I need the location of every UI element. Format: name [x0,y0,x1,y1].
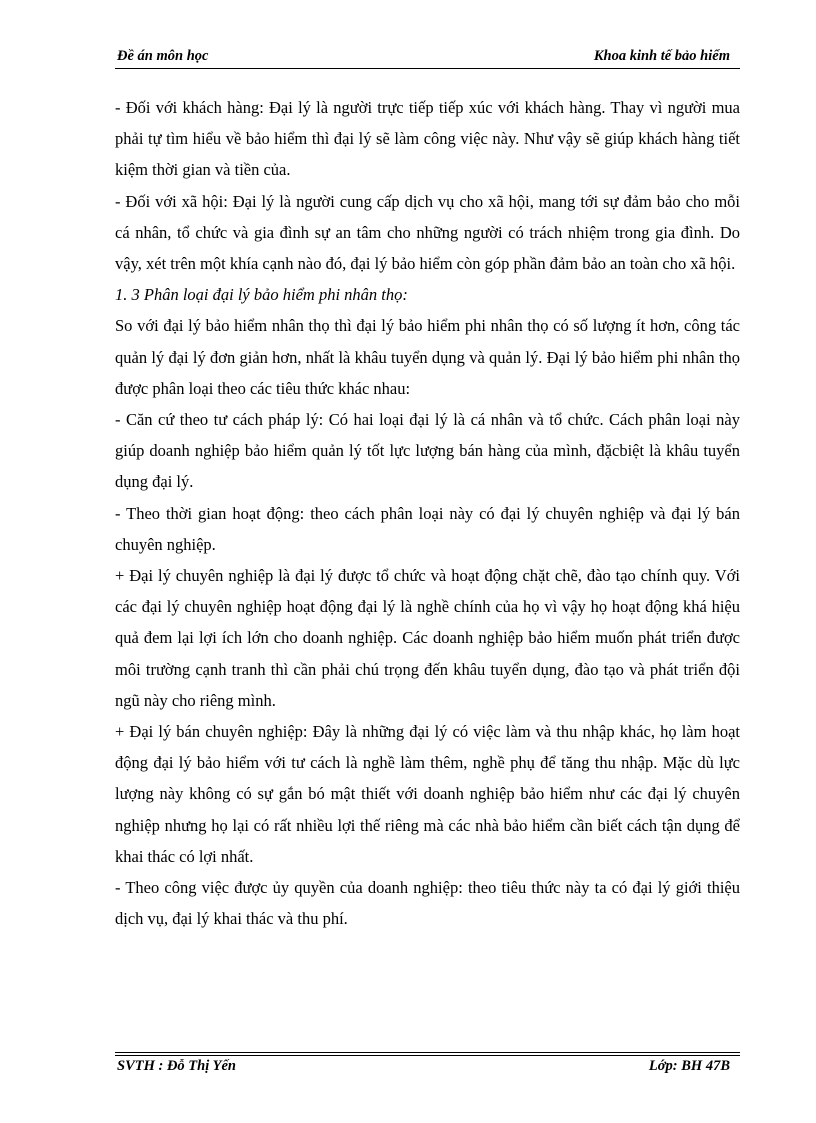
paragraph-customers: - Đối với khách hàng: Đại lý là người trực tiếp tiếp xúc với khách hàng. Thay vì người mua phải tự tìm hiểu về bảo hiểm thì đại lý sẽ làm công việc này. Như vậy sẽ giúp khách hàng tiết kiệm thời gian và tiền của. [115,98,740,180]
page-header [115,48,740,68]
paragraph-professional-agents: + Đại lý chuyên nghiệp là đại lý được tổ chức và hoạt động chặt chẽ, đào tạo chính quy. Với các đại lý chuyên nghiệp hoạt động đại lý là nghề chính của họ vì vậy họ hoạt động khá hiệu quả đem lại lợi ích lớn cho doanh nghiệp. Các doanh nghiệp bảo hiểm muốn phát triển được môi trường cạnh tranh thì cần phải chú trọng đến khâu tuyển dụng, đào tạo và phát triển đội ngũ này cho riêng mình. [115,566,740,710]
footer-class: Lớp: BH 47B [648,1058,730,1074]
page-footer [115,1058,740,1078]
paragraph-operating-time: - Theo thời gian hoạt động: theo cách phân loại này có đại lý chuyên nghiệp và đại lý bán chuyên nghiệp. [115,503,740,554]
header-faculty: Khoa kinh tế bảo hiểm [593,48,730,64]
section-heading: 1. 3 Phân loại đại lý bảo hiểm phi nhân thọ: [115,285,408,305]
footer-rule-thin [115,1052,740,1053]
header-rule [115,68,740,69]
paragraph-legal-status: - Căn cứ theo tư cách pháp lý: Có hai loại đại lý là cá nhân và tổ chức. Cách phân loại này giúp doanh nghiệp bảo hiểm quản lý tốt lực lượng bán hàng của mình, đặcbiệt là khâu tuyển dụng đại lý. [115,410,740,492]
document-body [115,92,740,934]
footer-student: SVTH : Đỗ Thị Yến [117,1058,236,1074]
header-course: Đề án môn học [117,48,209,64]
paragraph-intro: So với đại lý bảo hiểm nhân thọ thì đại lý bảo hiểm phi nhân thọ có số lượng ít hơn, công tác quản lý đại lý đơn giản hơn, nhất là khâu tuyển dụng và quản lý. Đại lý bảo hiểm phi nhân thọ được phân loại theo các tiêu thức khác nhau: [115,316,740,398]
footer-rule [115,1055,740,1056]
paragraph-society: - Đối với xã hội: Đại lý là người cung cấp dịch vụ cho xã hội, mang tới sự đảm bảo cho mỗi cá nhân, tổ chức và gia đình sự an tâm cho những người có trách nhiệm trong gia đình. Do vậy, xét trên một khía cạnh nào đó, đại lý bảo hiểm còn góp phần đảm bảo an toàn cho xã hội. [115,191,740,274]
paragraph-delegated-work: - Theo công việc được ủy quyền của doanh nghiệp: theo tiêu thức này ta có đại lý giới thiệu dịch vụ, đại lý khai thác và thu phí. [115,878,740,929]
paragraph-semi-professional-agents: + Đại lý bán chuyên nghiệp: Đây là những đại lý có việc làm và thu nhập khác, họ làm hoạt động đại lý bảo hiểm với tư cách là nghề làm thêm, nghề phụ để tăng thu nhập. Mặc dù lực lượng này không có sự gắn bó mật thiết với doanh nghiệp bảo hiểm như các đại lý chuyên nghiệp nhưng họ lại có rất nhiều lợi thế riêng mà các nhà bảo hiểm cần biết cách tận dụng để khai thác có lợi nhất. [115,722,740,866]
